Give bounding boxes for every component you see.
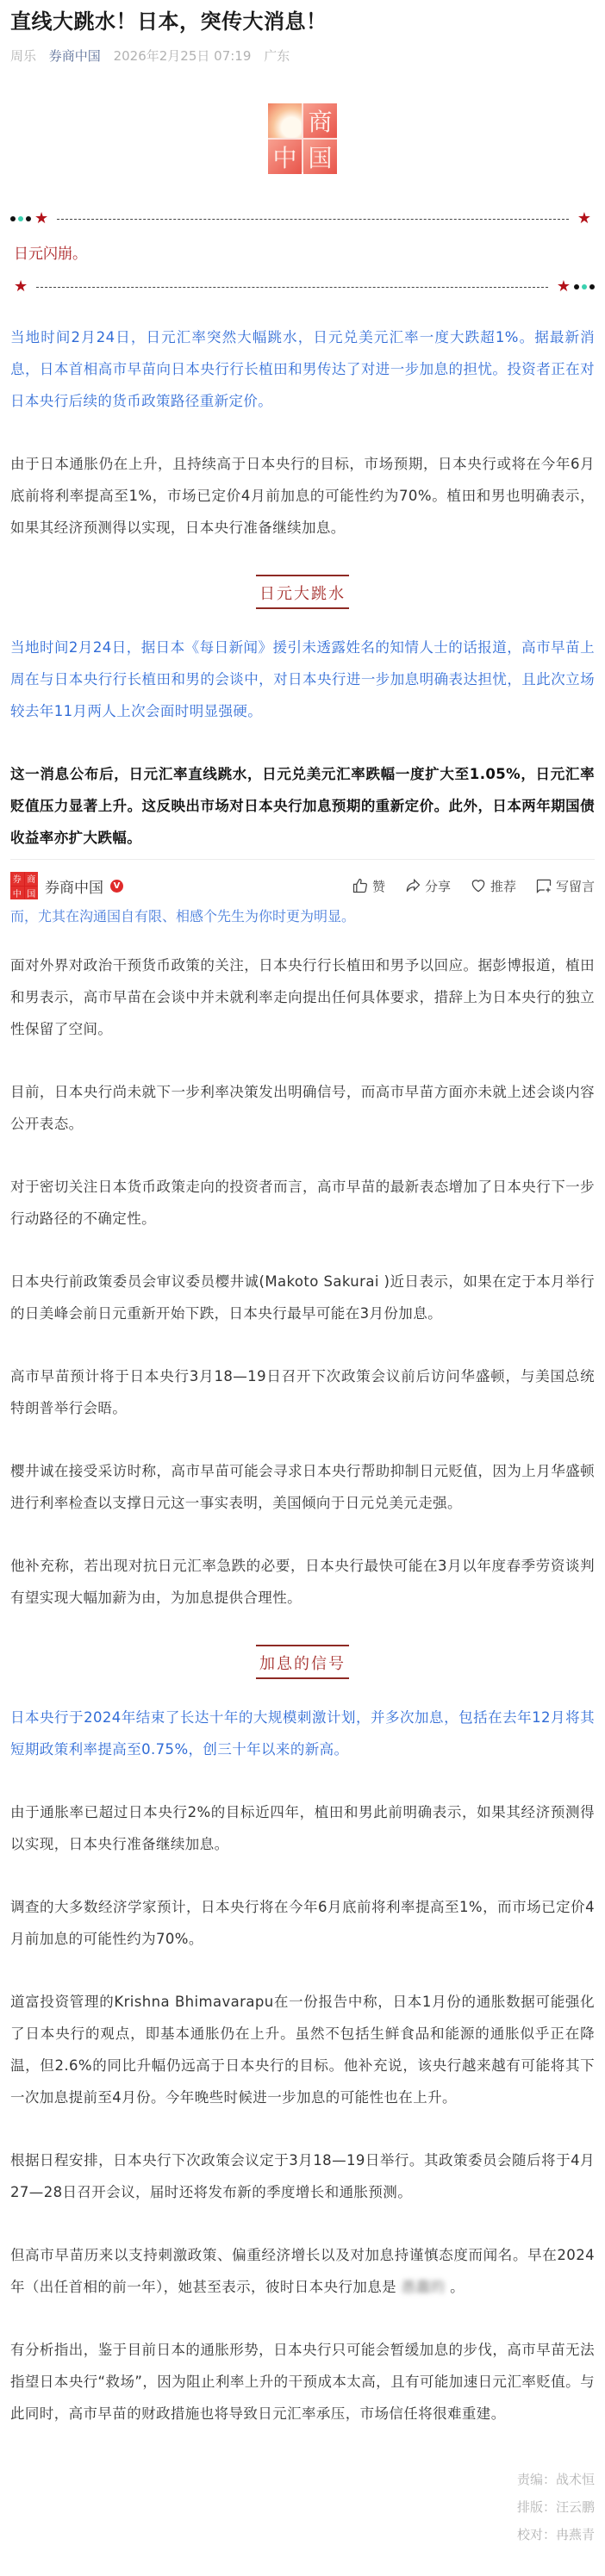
section1-bold-paragraph: 这一消息公布后，日元汇率直线跳水，日元兑美元汇率跌幅一度扩大至1.05%，日元汇率贬值压力显著上升。这反映出市场对日本央行加息预期的重新定价。此外，日本两年期国债收益率亦扩大跌幅。: [10, 766, 595, 846]
brand-logo-wrap: [10, 103, 595, 172]
quote-end: 。: [450, 2279, 465, 2295]
body-paragraph: 调查的大多数经济学家预计，日本央行将在今年6月底前将利率提高至1%，而市场已定价4月前加息的可能性约为70%。: [10, 1899, 595, 1947]
brand-logo-image: [268, 103, 337, 172]
body-paragraph: 面对外界对政治干预货币政策的关注，日本央行行长植田和男予以回应。据彭博报道，植田和男表示，高市早苗在会谈中并未就利率走向提出任何具体要求，措辞上为日本央行的独立性保留了空间。: [10, 957, 595, 1037]
avatar[interactable]: [10, 872, 38, 899]
account-info[interactable]: [10, 872, 123, 899]
dashed-line: [36, 287, 548, 288]
body-paragraph: 根据日程安排，日本央行下次政策会议定于3月18—19日举行。其政策委员会随后将于4月27—28日召开会议，届时还将发布新的季度增长和通胀预测。: [10, 2152, 595, 2200]
recommend-button[interactable]: [470, 877, 516, 895]
section-heading-2: [10, 1645, 595, 1679]
logo-cell: 商: [303, 103, 337, 138]
credit-layout: 排版：汪云鹏: [516, 2499, 595, 2515]
account-action-bar: [10, 859, 595, 912]
heart-icon: [470, 877, 487, 894]
section1-highlight-paragraph: 当地时间2月24日，据日本《每日新闻》援引未透露姓名的知情人士的话报道，高市早苗上周在与日本央行行长植田和男的会谈中，对日本央行进一步加息明确表达担忧，且此次立场较去年11月两人上次会面时明显强硬。: [10, 639, 595, 719]
article-title: 直线大跳水！日本，突传大消息！: [10, 9, 327, 34]
body-paragraph: 樱井诚在接受采访时称，高市早苗可能会寻求日本央行帮助抑制日元贬值，因为上月华盛顿进行利率检查以支撑日元这一事实表明，美国倾向于日元兑美元走强。: [10, 1463, 595, 1511]
source-account-link[interactable]: 券商中国: [48, 48, 101, 64]
avatar-char: 中: [10, 887, 24, 900]
share-arrow-icon: [404, 877, 421, 894]
body-paragraph: 他补充称，若出现对抗日元汇率急跌的必要，日本央行最快可能在3月以年度春季劳资谈判有望实现大幅加薪为由，为加息提供合理性。: [10, 1558, 595, 1606]
article-meta: [10, 47, 595, 65]
account-name[interactable]: 券商中国: [45, 879, 103, 897]
partially-hidden-line: 而，尤其在沟通国自有限、相感个先生为你时更为明显。: [10, 908, 356, 924]
share-button[interactable]: [404, 877, 451, 895]
body-paragraph-with-blur: [10, 2239, 595, 2303]
star-icon: ★: [34, 209, 49, 227]
dots-icon: [10, 216, 31, 221]
like-button[interactable]: [352, 877, 385, 895]
body-paragraph: 目前，日本央行尚未就下一步利率决策发出明确信号，而高市早苗方面亦未就上述会谈内容公开表态。: [10, 1084, 595, 1132]
comment-label: 写留言: [555, 878, 595, 894]
credit-editor: 责编：战术恒: [516, 2472, 595, 2487]
decorative-divider-top: [10, 210, 595, 227]
body-paragraph: 道富投资管理的Krishna Bhimavarapu在一份报告中称，日本1月份的通胀数据可能强化了日本央行的观点，即基本通胀仍在上升。虽然不包括生鲜食品和能源的通胀似乎正在降温，但2.6%的同比升幅仍远高于日本央行的目标。他补充说，该央行越来越有可能将其下一次加息提前至4月份。今年晚些时候进一步加息的可能性也在上升。: [10, 1994, 595, 2106]
publish-date: 2026年2月25日 07:19: [113, 48, 252, 64]
body-paragraph: 对于密切关注日本货币政策走向的投资者而言，高市早苗的最新表态增加了日本央行下一步行动路径的不确定性。: [10, 1179, 595, 1227]
share-label: 分享: [424, 878, 451, 894]
section-heading-text: 加息的信号: [256, 1645, 349, 1679]
credit-proofreader: 校对：冉燕青: [516, 2527, 595, 2542]
logo-cell: [268, 103, 302, 138]
intro-highlight-paragraph: 当地时间2月24日，日元汇率突然大幅跳水，日元兑美元汇率一度大跌超1%。据最新消息，日本首相高市早苗向日本央行行长植田和男传达了对进一步加息的担忧。投资者正在对日本央行后续的货币政策路径重新定价。: [10, 329, 595, 409]
publish-location: 广东: [264, 48, 290, 64]
star-icon: ★: [14, 277, 28, 296]
avatar-char: 券: [10, 872, 24, 886]
quote-text: 但高市早苗历来以支持刺激政策、偏重经济增长以及对加息持谨慎态度而闻名。早在2024年（出任首相的前一年），她甚至表示，彼时日本央行加息是: [10, 2247, 595, 2295]
section2-highlight-paragraph: 日本央行于2024年结束了长达十年的大规模刺激计划，并多次加息，包括在去年12月将其短期政策利率提高至0.75%，创三十年以来的新高。: [10, 1709, 595, 1758]
author-name: 周乐: [10, 48, 37, 64]
dashed-line: [57, 219, 569, 220]
thumbs-up-icon: [352, 877, 369, 894]
logo-cell: 国: [303, 140, 337, 174]
blurred-word: 愚蠢的: [401, 2279, 446, 2295]
logo-cell: 中: [268, 140, 302, 174]
body-paragraph: 由于通胀率已超过日本央行2%的目标近四年，植田和男此前明确表示，如果其经济预测得以实现，日本央行准备继续加息。: [10, 1804, 595, 1852]
recommend-label: 推荐: [490, 878, 516, 894]
comment-add-icon: [535, 877, 552, 894]
section-heading-1: [10, 575, 595, 609]
body-paragraph: 日本央行前政策委员会审议委员樱井诚(Makoto Sakurai )近日表示，如果在定于本月举行的日美峰会前日元重新开始下跌，日本央行最早可能在3月份加息。: [10, 1273, 595, 1322]
comment-button[interactable]: [535, 877, 595, 895]
body-paragraph: 有分析指出，鉴于目前日本的通胀形势，日本央行只可能会暂缓加息的步伐，高市早苗无法指望日本央行“救场”，因为阻止利率上升的干预成本太高，且有可能加速日元汇率贬值。与此同时，高市早苗的财政措施也将导致日元汇率承压，市场信任将很难重建。: [10, 2342, 595, 2422]
dots-icon: [574, 284, 595, 289]
avatar-char: 国: [25, 887, 39, 900]
like-label: 赞: [371, 878, 385, 894]
editor-credits: [10, 2466, 595, 2566]
verified-badge-icon: V: [110, 880, 123, 893]
body-paragraph: 由于日本通胀仍在上升，且持续高于日本央行的目标，市场预期，日本央行或将在今年6月底前将利率提高至1%，市场已定价4月前加息的可能性约为70%。植田和男也明确表示，如果其经济预测得以实现，日本央行准备继续加息。: [10, 456, 595, 536]
decorative-divider-bottom: [10, 278, 595, 296]
body-paragraph: 高市早苗预计将于日本央行3月18—19日召开下次政策会议前后访问华盛顿，与美国总统特朗普举行会晤。: [10, 1368, 595, 1416]
flash-label: 日元闪崩。: [14, 246, 87, 263]
star-icon: ★: [556, 277, 571, 296]
section-heading-text: 日元大跳水: [256, 575, 349, 609]
avatar-char: 商: [25, 872, 39, 886]
star-icon: ★: [577, 209, 591, 227]
action-buttons: [352, 877, 595, 895]
